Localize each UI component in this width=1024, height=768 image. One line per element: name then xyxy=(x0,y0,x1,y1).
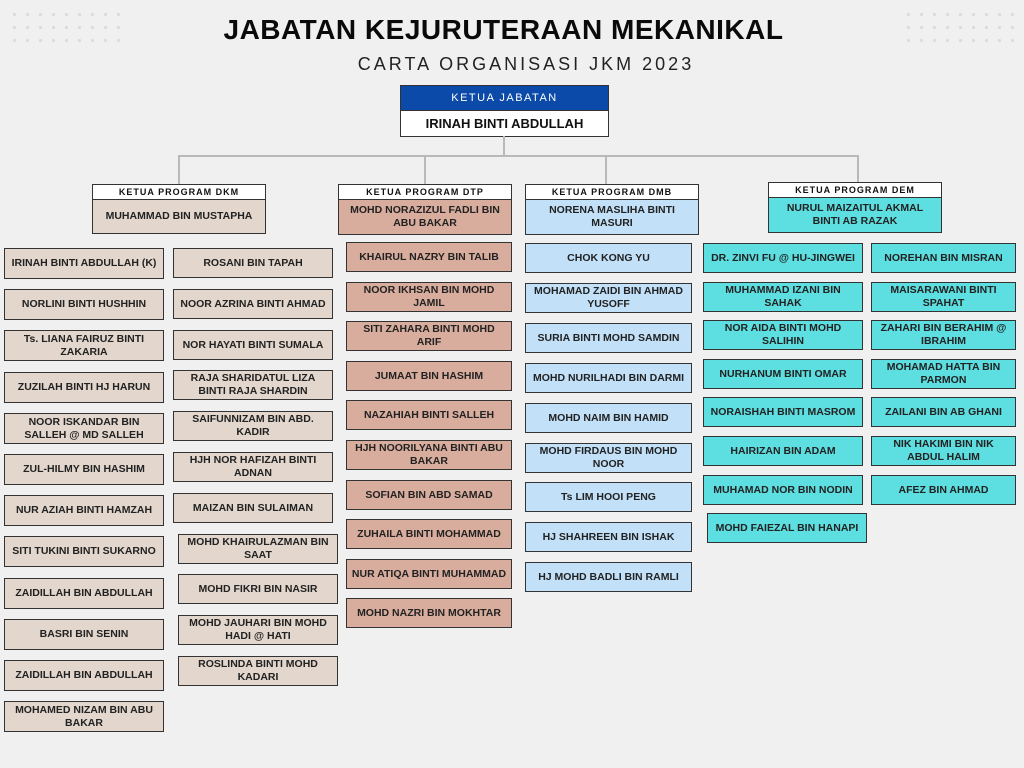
member-card: ROSLINDA BINTI MOHD KADARI xyxy=(178,656,338,686)
member-card: KHAIRUL NAZRY BIN TALIB xyxy=(346,242,512,272)
member-card: MOHD NAIM BIN HAMID xyxy=(525,403,692,433)
connector-horizontal xyxy=(178,155,859,157)
member-card: Ts. LIANA FAIRUZ BINTI ZAKARIA xyxy=(4,330,164,361)
member-card: MOHAMED NIZAM BIN ABU BAKAR xyxy=(4,701,164,732)
member-card: MUHAMMAD IZANI BIN SAHAK xyxy=(703,282,863,312)
connector-dem xyxy=(857,155,859,182)
connector-dtp xyxy=(424,155,426,184)
dmb-program-head: NORENA MASLIHA BINTI MASURI xyxy=(525,199,699,235)
member-card: NOR HAYATI BINTI SUMALA xyxy=(173,330,333,360)
member-card: DR. ZINVI FU @ HU-JINGWEI xyxy=(703,243,863,273)
member-card: ZAIDILLAH BIN ABDULLAH xyxy=(4,660,164,691)
member-card: SAIFUNNIZAM BIN ABD. KADIR xyxy=(173,411,333,441)
member-card: Ts LIM HOOI PENG xyxy=(525,482,692,512)
dtp-program-head: MOHD NORAZIZUL FADLI BIN ABU BAKAR xyxy=(338,199,512,235)
member-card: MOHD FIRDAUS BIN MOHD NOOR xyxy=(525,443,692,473)
member-card: MOHD JAUHARI BIN MOHD HADI @ HATI xyxy=(178,615,338,645)
member-card: CHOK KONG YU xyxy=(525,243,692,273)
member-card: MOHD NURILHADI BIN DARMI xyxy=(525,363,692,393)
member-card: HJ SHAHREEN BIN ISHAK xyxy=(525,522,692,552)
member-card: MOHAMAD ZAIDI BIN AHMAD YUSOFF xyxy=(525,283,692,313)
member-card: HJ MOHD BADLI BIN RAMLI xyxy=(525,562,692,592)
ketua-jabatan-name: IRINAH BINTI ABDULLAH xyxy=(401,111,608,136)
member-card: MAIZAN BIN SULAIMAN xyxy=(173,493,333,523)
dem-program-label: KETUA PROGRAM DEM xyxy=(768,182,942,198)
member-card: NOOR IKHSAN BIN MOHD JAMIL xyxy=(346,282,512,312)
member-card: SITI ZAHARA BINTI MOHD ARIF xyxy=(346,321,512,351)
member-card: NOR AIDA BINTI MOHD SALIHIN xyxy=(703,320,863,350)
member-card: HJH NOR HAFIZAH BINTI ADNAN xyxy=(173,452,333,482)
member-card: ZAILANI BIN AB GHANI xyxy=(871,397,1016,427)
member-card: NUR AZIAH BINTI HAMZAH xyxy=(4,495,164,526)
connector-dkm xyxy=(178,155,180,184)
member-card: SURIA BINTI MOHD SAMDIN xyxy=(525,323,692,353)
member-card: NOOR AZRINA BINTI AHMAD xyxy=(173,289,333,319)
member-card: HAIRIZAN BIN ADAM xyxy=(703,436,863,466)
ketua-jabatan-box xyxy=(400,85,609,137)
member-card: RAJA SHARIDATUL LIZA BINTI RAJA SHARDIN xyxy=(173,370,333,400)
page-subtitle: CARTA ORGANISASI JKM 2023 xyxy=(357,54,695,74)
member-card: NUR ATIQA BINTI MUHAMMAD xyxy=(346,559,512,589)
dkm-program-label: KETUA PROGRAM DKM xyxy=(92,184,266,200)
ketua-jabatan-label: KETUA JABATAN xyxy=(401,86,608,111)
member-card: SITI TUKINI BINTI SUKARNO xyxy=(4,536,164,567)
member-card: MAISARAWANI BINTI SPAHAT xyxy=(871,282,1016,312)
member-card: MOHD NAZRI BIN MOKHTAR xyxy=(346,598,512,628)
connector-dmb xyxy=(605,155,607,184)
page-title: JABATAN KEJURUTERAAN MEKANIKAL xyxy=(223,14,784,45)
member-card: MOHD FIKRI BIN NASIR xyxy=(178,574,338,604)
member-card: MUHAMAD NOR BIN NODIN xyxy=(703,475,863,505)
member-card: MOHD FAIEZAL BIN HANAPI xyxy=(707,513,867,543)
member-card: HJH NOORILYANA BINTI ABU BAKAR xyxy=(346,440,512,470)
member-card: NIK HAKIMI BIN NIK ABDUL HALIM xyxy=(871,436,1016,466)
member-card: JUMAAT BIN HASHIM xyxy=(346,361,512,391)
member-card: NURHANUM BINTI OMAR xyxy=(703,359,863,389)
member-card: AFEZ BIN AHMAD xyxy=(871,475,1016,505)
member-card: NOREHAN BIN MISRAN xyxy=(871,243,1016,273)
member-card: ZAIDILLAH BIN ABDULLAH xyxy=(4,578,164,609)
dem-program-head: NURUL MAIZAITUL AKMAL BINTI AB RAZAK xyxy=(768,197,942,233)
member-card: NORLINI BINTI HUSHHIN xyxy=(4,289,164,320)
dtp-program-label: KETUA PROGRAM DTP xyxy=(338,184,512,200)
member-card: MOHAMAD HATTA BIN PARMON xyxy=(871,359,1016,389)
member-card: BASRI BIN SENIN xyxy=(4,619,164,650)
member-card: ZAHARI BIN BERAHIM @ IBRAHIM xyxy=(871,320,1016,350)
member-card: ROSANI BIN TAPAH xyxy=(173,248,333,278)
member-card: IRINAH BINTI ABDULLAH (K) xyxy=(4,248,164,279)
member-card: ZUL-HILMY BIN HASHIM xyxy=(4,454,164,485)
dmb-program-label: KETUA PROGRAM DMB xyxy=(525,184,699,200)
member-card: SOFIAN BIN ABD SAMAD xyxy=(346,480,512,510)
member-card: NOOR ISKANDAR BIN SALLEH @ MD SALLEH xyxy=(4,413,164,444)
member-card: NORAISHAH BINTI MASROM xyxy=(703,397,863,427)
connector-vertical-main xyxy=(503,136,505,156)
dkm-program-head: MUHAMMAD BIN MUSTAPHA xyxy=(92,199,266,234)
member-card: ZUHAILA BINTI MOHAMMAD xyxy=(346,519,512,549)
member-card: MOHD KHAIRULAZMAN BIN SAAT xyxy=(178,534,338,564)
member-card: ZUZILAH BINTI HJ HARUN xyxy=(4,372,164,403)
member-card: NAZAHIAH BINTI SALLEH xyxy=(346,400,512,430)
